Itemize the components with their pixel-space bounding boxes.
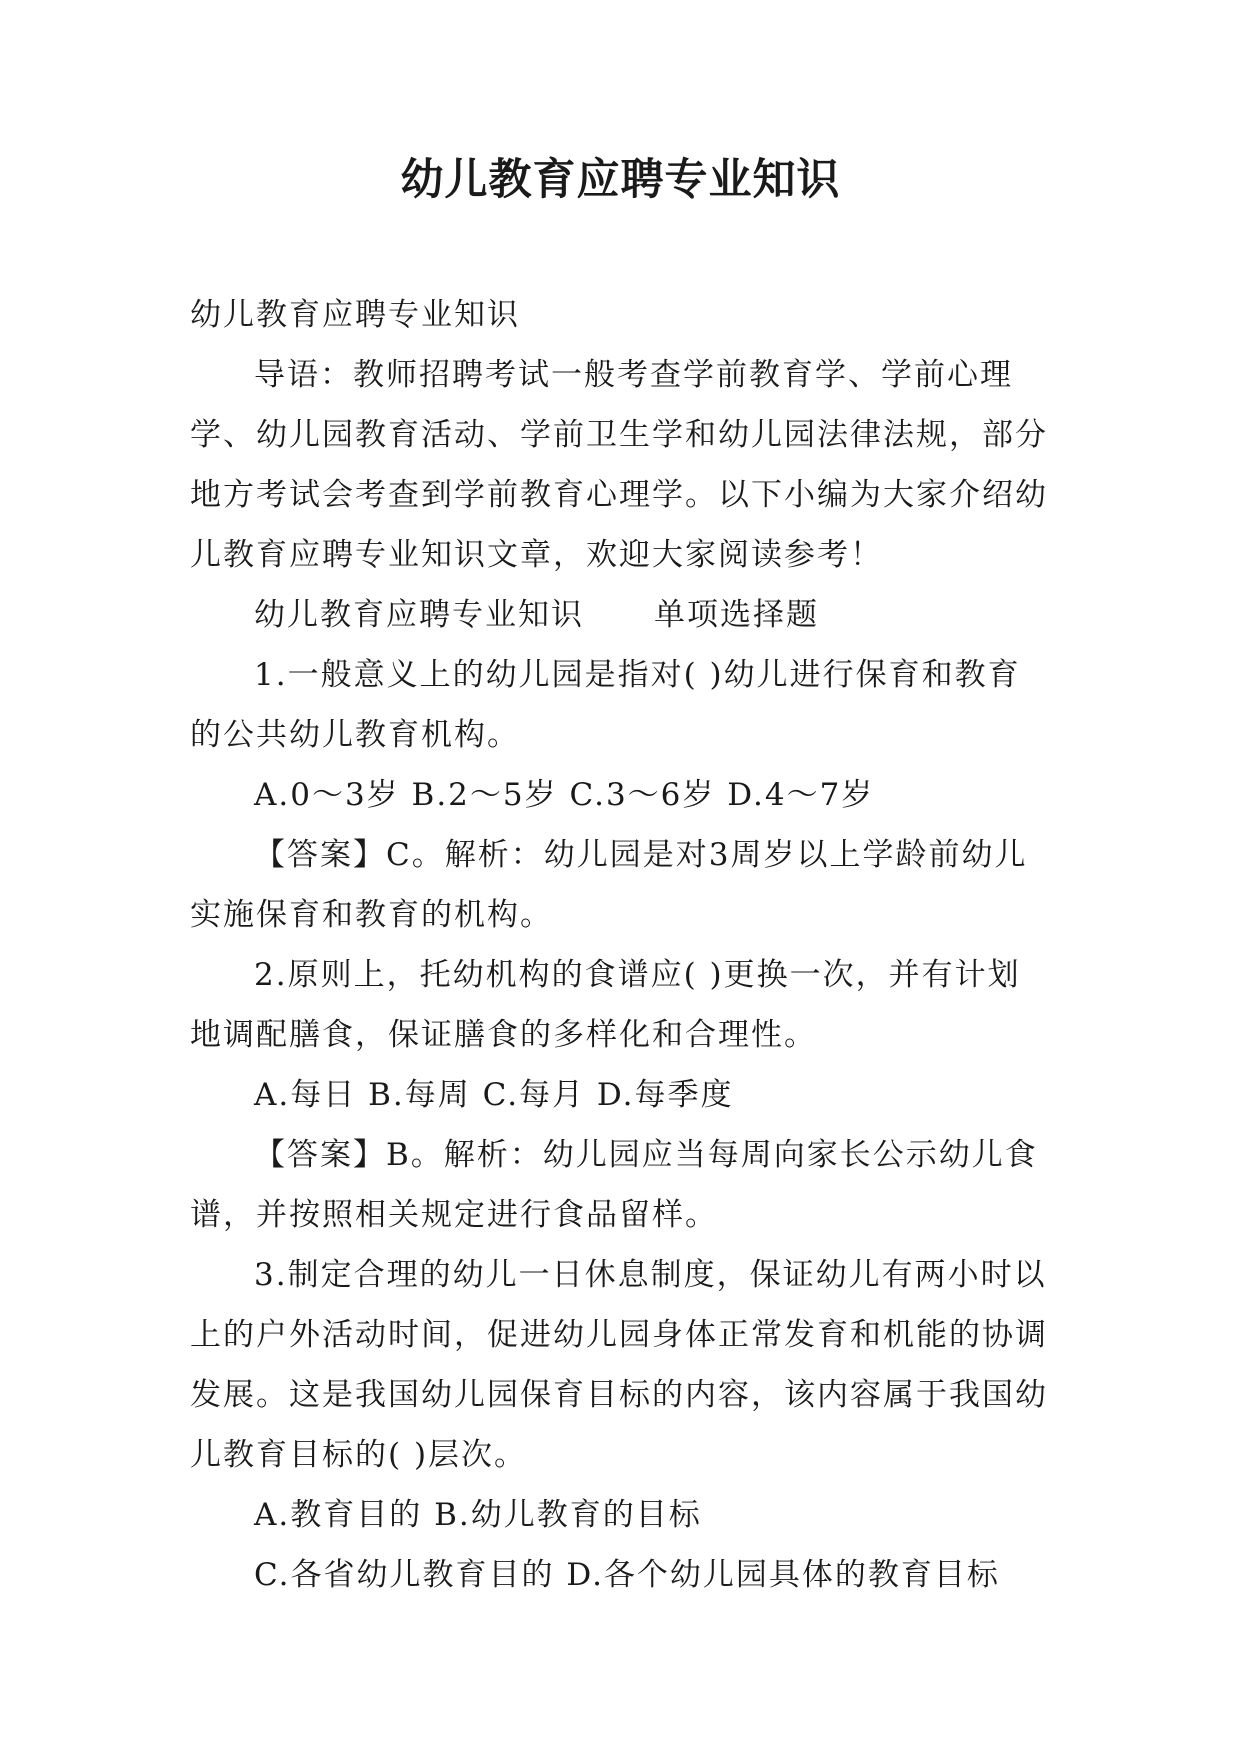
question-2-stem: 2.原则上，托幼机构的食谱应( )更换一次，并有计划地调配膳食，保证膳食的多样化和合理性。 [190,957,1021,1053]
question-1-stem: 1.一般意义上的幼儿园是指对( )幼儿进行保育和教育的公共幼儿教育机构。 [190,657,1021,753]
question-1-answer: 【答案】C。解析：幼儿园是对3周岁以上学龄前幼儿实施保育和教育的机构。 [190,837,1028,933]
question-3-options-line-2: C.各省幼儿教育目的 D.各个幼儿园具体的教育目标 [254,1557,1000,1593]
intro-paragraph: 导语：教师招聘考试一般考查学前教育学、学前心理学、幼儿园教育活动、学前卫生学和幼儿园法律法规，部分地方考试会考查到学前教育心理学。以下小编为大家介绍幼儿教育应聘专业知识文章，欢迎大家阅读参考！ [190,357,1048,573]
document-body [190,285,1052,1605]
question-1-options: A.0～3岁 B.2～5岁 C.3～6岁 D.4～7岁 [254,777,875,813]
question-2-answer: 【答案】B。解析：幼儿园应当每周向家长公示幼儿食谱，并按照相关规定进行食品留样。 [190,1137,1038,1233]
document-title: 幼儿教育应聘专业知识 [400,155,841,205]
document-subtitle: 幼儿教育应聘专业知识 [190,297,520,333]
section-heading-left: 幼儿教育应聘专业知识 [254,597,584,633]
question-3-stem: 3.制定合理的幼儿一日休息制度，保证幼儿有两小时以上的户外活动时间，促进幼儿园身体正常发育和机能的协调发展。这是我国幼儿园保育目标的内容，该内容属于我国幼儿教育目标的( )层次。 [190,1257,1048,1473]
question-2-options: A.每日 B.每周 C.每月 D.每季度 [254,1077,734,1113]
section-heading [190,585,1052,645]
question-3-options-line-1: A.教育目的 B.幼儿教育的目标 [254,1497,702,1533]
section-heading-right: 单项选择题 [654,597,819,633]
